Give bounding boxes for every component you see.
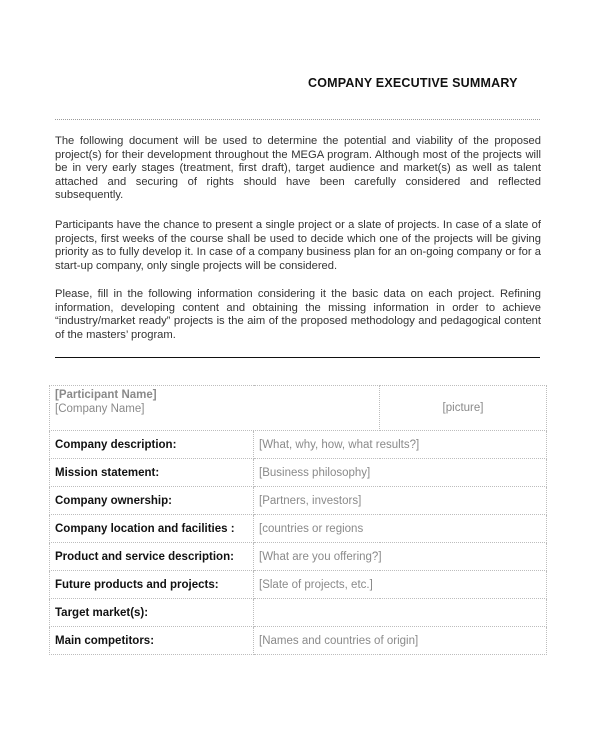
row-label: Mission statement: bbox=[50, 459, 254, 487]
dotted-divider bbox=[55, 119, 540, 120]
participant-name-field[interactable]: [Participant Name] bbox=[55, 389, 157, 401]
participant-cell[interactable] bbox=[50, 386, 380, 431]
future-products-field[interactable]: [Slate of projects, etc.] bbox=[254, 571, 547, 599]
table-row bbox=[50, 487, 547, 515]
row-label: Target market(s): bbox=[50, 599, 254, 627]
table-row bbox=[50, 459, 547, 487]
main-competitors-field[interactable]: [Names and countries of origin] bbox=[254, 627, 547, 655]
row-label: Company ownership: bbox=[50, 487, 254, 515]
table-row bbox=[50, 515, 547, 543]
company-name-field[interactable]: [Company Name] bbox=[55, 403, 145, 415]
participant-header-row bbox=[50, 386, 547, 431]
company-ownership-field[interactable]: [Partners, investors] bbox=[254, 487, 547, 515]
intro-paragraph: The following document will be used to determine the potential and viability of the proposed project(s) for their development throughout the MEGA program. Although most of the projects will be in very early stages (treatment, first draft), target audience and market(s) as well as talent attached and securing of rights should have been carefully considered and reflected subsequently. bbox=[55, 135, 541, 202]
row-label: Future products and projects: bbox=[50, 571, 254, 599]
table-row bbox=[50, 571, 547, 599]
row-label: Main competitors: bbox=[50, 627, 254, 655]
mission-statement-field[interactable]: [Business philosophy] bbox=[254, 459, 547, 487]
table-row bbox=[50, 627, 547, 655]
summary-form-table bbox=[49, 385, 547, 655]
company-description-field[interactable]: [What, why, how, what results?] bbox=[254, 431, 547, 459]
row-label: Company location and facilities : bbox=[50, 515, 254, 543]
solid-divider bbox=[55, 357, 540, 358]
picture-placeholder[interactable]: [picture] bbox=[380, 386, 547, 431]
table-row bbox=[50, 543, 547, 571]
table-row bbox=[50, 431, 547, 459]
instructions-paragraph: Please, fill in the following information considering it the basic data on each project. Refining information, developing content and obtaining the missing information in order to achieve “industry/market ready” projects is the aim of the proposed methodology and pedagogical content of the masters’ program. bbox=[55, 288, 541, 341]
row-label: Company description: bbox=[50, 431, 254, 459]
row-label: Product and service description: bbox=[50, 543, 254, 571]
participants-paragraph: Participants have the chance to present a single project or a slate of projects. In case of a slate of projects, first weeks of the course shall be used to decide which one of the projects will be giving priority as to fully develop it. In case of a company business plan for an on-going company or for a start-up company, only single projects will be considered. bbox=[55, 219, 541, 272]
target-markets-field[interactable] bbox=[254, 599, 547, 627]
table-row bbox=[50, 599, 547, 627]
product-description-field[interactable]: [What are you offering?] bbox=[254, 543, 547, 571]
document-title: COMPANY EXECUTIVE SUMMARY bbox=[308, 76, 518, 90]
company-location-field[interactable]: [countries or regions bbox=[254, 515, 547, 543]
